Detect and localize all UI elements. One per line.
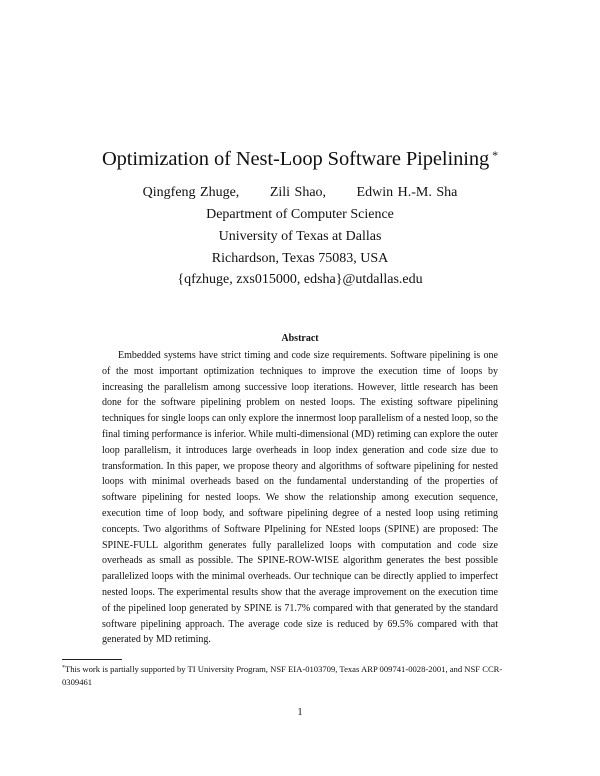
author-name: Edwin H.-M. Sha <box>356 185 458 200</box>
affiliation-university: University of Texas at Dallas <box>218 229 382 244</box>
affiliation-city: Richardson, Texas 75083, USA <box>211 251 389 266</box>
page-number: 1 <box>297 707 303 718</box>
abstract-heading: Abstract <box>281 333 319 344</box>
author-list <box>0 183 600 203</box>
abstract-body: Embedded systems have strict timing and code size requirements. Software pipelining is one of the most important optimization techniques to improve the execution time of loops by increasing the parallelism among successive loop iterations. However, little research has been done for the software pipelining problem on nested loops. The existing software pipelining techniques for single loops can only explore the innermost loop parallelism of a nested loop, so the final timing performance is inferior. While multi-dimensional (MD) retiming can explore the outer loop parallelism, it introduces large overheads in loop index generation and code size due to transformation. In this paper, we propose theory and algorithms of software pipelining for nested loops with minimal overheads based on the fundamental understanding of the properties of software pipelining for nested loops. We show the relationship among execution sequence, execution time of loop body, and software pipelining degree of a nested loop using retiming concepts. Two algorithms of Software PIpelining for NEsted loops (SPINE) are proposed: The SPINE-FULL algorithm generates fully parallelized loops with computation and code size overheads as small as possible. The SPINE-ROW-WISE algorithm generates the best possible parallelized loops with the minimal overheads. Our technique can be directly applied to imperfect nested loops. The experimental results show that the average improvement on the execution time of the pipelined loop generated by SPINE is 71.7% compared with that generated by the standard software pipelining approach. The average code size is reduced by 69.5% compared with that generated by MD retiming. <box>102 350 498 646</box>
paper-title <box>0 142 600 172</box>
author-name: Qingfeng Zhuge, <box>142 185 240 200</box>
author-emails: {qfzhuge, zxs015000, edsha}@utdallas.edu <box>177 272 423 287</box>
author-name: Zili Shao, <box>269 185 327 200</box>
footnote-divider <box>62 659 122 660</box>
paper-title-text: Optimization of Nest-Loop Software Pipelining <box>101 148 490 170</box>
title-footnote-mark: * <box>492 148 499 162</box>
affiliation-department: Department of Computer Science <box>206 207 394 222</box>
footnote <box>62 662 532 689</box>
footnote-text: This work is partially supported by TI University Program, NSF EIA-0103709, Texas ARP 009741-0028-2001, and NSF CCR-0309461 <box>62 664 503 687</box>
footnote-mark: * <box>62 665 65 671</box>
